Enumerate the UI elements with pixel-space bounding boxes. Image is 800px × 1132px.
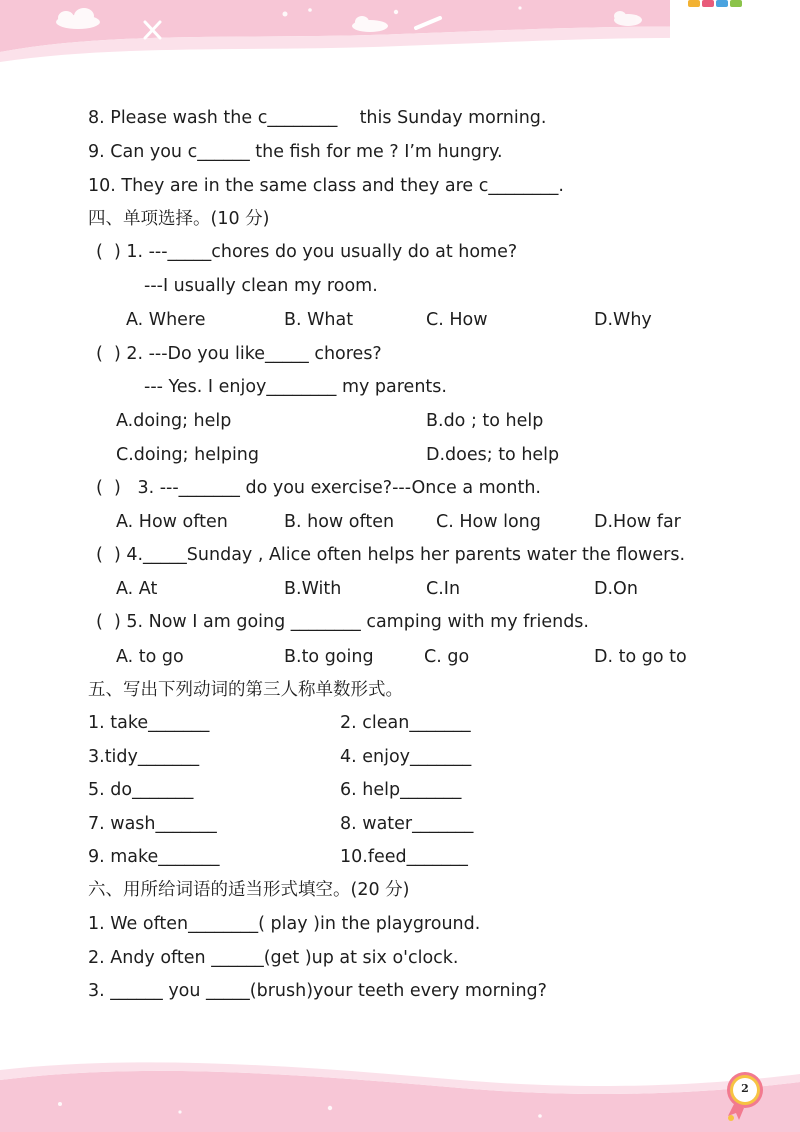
fill-in-c-item: 8. Please wash the c________ this Sunday morning. [88,108,547,128]
page-number: 2 [741,1082,749,1095]
option-c: C.In [426,579,461,599]
option-d: D. to go to [594,647,687,667]
option-d: D.does; to help [426,445,560,465]
verb-item: 5. do_______ [88,780,194,800]
section5-heading: 五、写出下列动词的第三人称单数形式。 [88,680,403,700]
question-reply: --- Yes. I enjoy________ my parents. [144,377,447,397]
option-b: B.With [284,579,342,599]
fill-form-item: 3. ______ you _____(brush)your teeth every morning? [88,981,547,1001]
question-stem: ( ) 3. ---_______ do you exercise?---Once a month. [96,478,541,498]
verb-item: 4. enjoy_______ [340,747,472,767]
option-b: B. how often [284,512,395,532]
option-d: D.Why [594,310,652,330]
option-d: D.On [594,579,638,599]
verb-item: 6. help_______ [340,780,462,800]
verb-item: 3.tidy_______ [88,747,200,767]
header-decoration [0,0,800,72]
option-a: A. to go [116,647,184,667]
fill-in-c-item: 10. They are in the same class and they are c________. [88,176,564,196]
option-c: C.doing; helping [116,445,260,465]
option-c: C. How [426,310,488,330]
verb-item: 10.feed_______ [340,847,468,867]
option-b: B.do ; to help [426,411,544,431]
option-a: A. At [116,579,158,599]
question-stem: ( ) 5. Now I am going ________ camping with my friends. [96,612,589,632]
verb-item: 9. make_______ [88,847,220,867]
option-d: D.How far [594,512,681,532]
option-c: C. How long [436,512,541,532]
option-a: A. Where [126,310,206,330]
option-b: B.to going [284,647,374,667]
question-stem: ( ) 2. ---Do you like_____ chores? [96,344,382,364]
verb-item: 2. clean_______ [340,713,471,733]
verb-item: 8. water_______ [340,814,474,834]
fill-in-c-item: 9. Can you c______ the fish for me ? I’m hungry. [88,142,503,162]
option-a: A.doing; help [116,411,232,431]
verb-item: 1. take_______ [88,713,210,733]
question-stem: ( ) 4._____Sunday , Alice often helps her parents water the flowers. [96,545,686,565]
question-stem: ( ) 1. ---_____chores do you usually do at home? [96,242,518,262]
section4-heading: 四、单项选择。(10 分) [88,209,270,229]
option-c: C. go [424,647,470,667]
section6-heading: 六、用所给词语的适当形式填空。(20 分) [88,880,410,900]
question-reply: ---I usually clean my room. [144,276,378,296]
option-b: B. What [284,310,354,330]
footer-decoration [0,1052,800,1132]
verb-item: 7. wash_______ [88,814,217,834]
fill-form-item: 1. We often________( play )in the playground. [88,914,481,934]
option-a: A. How often [116,512,228,532]
fill-form-item: 2. Andy often ______(get )up at six o'clock. [88,948,459,968]
